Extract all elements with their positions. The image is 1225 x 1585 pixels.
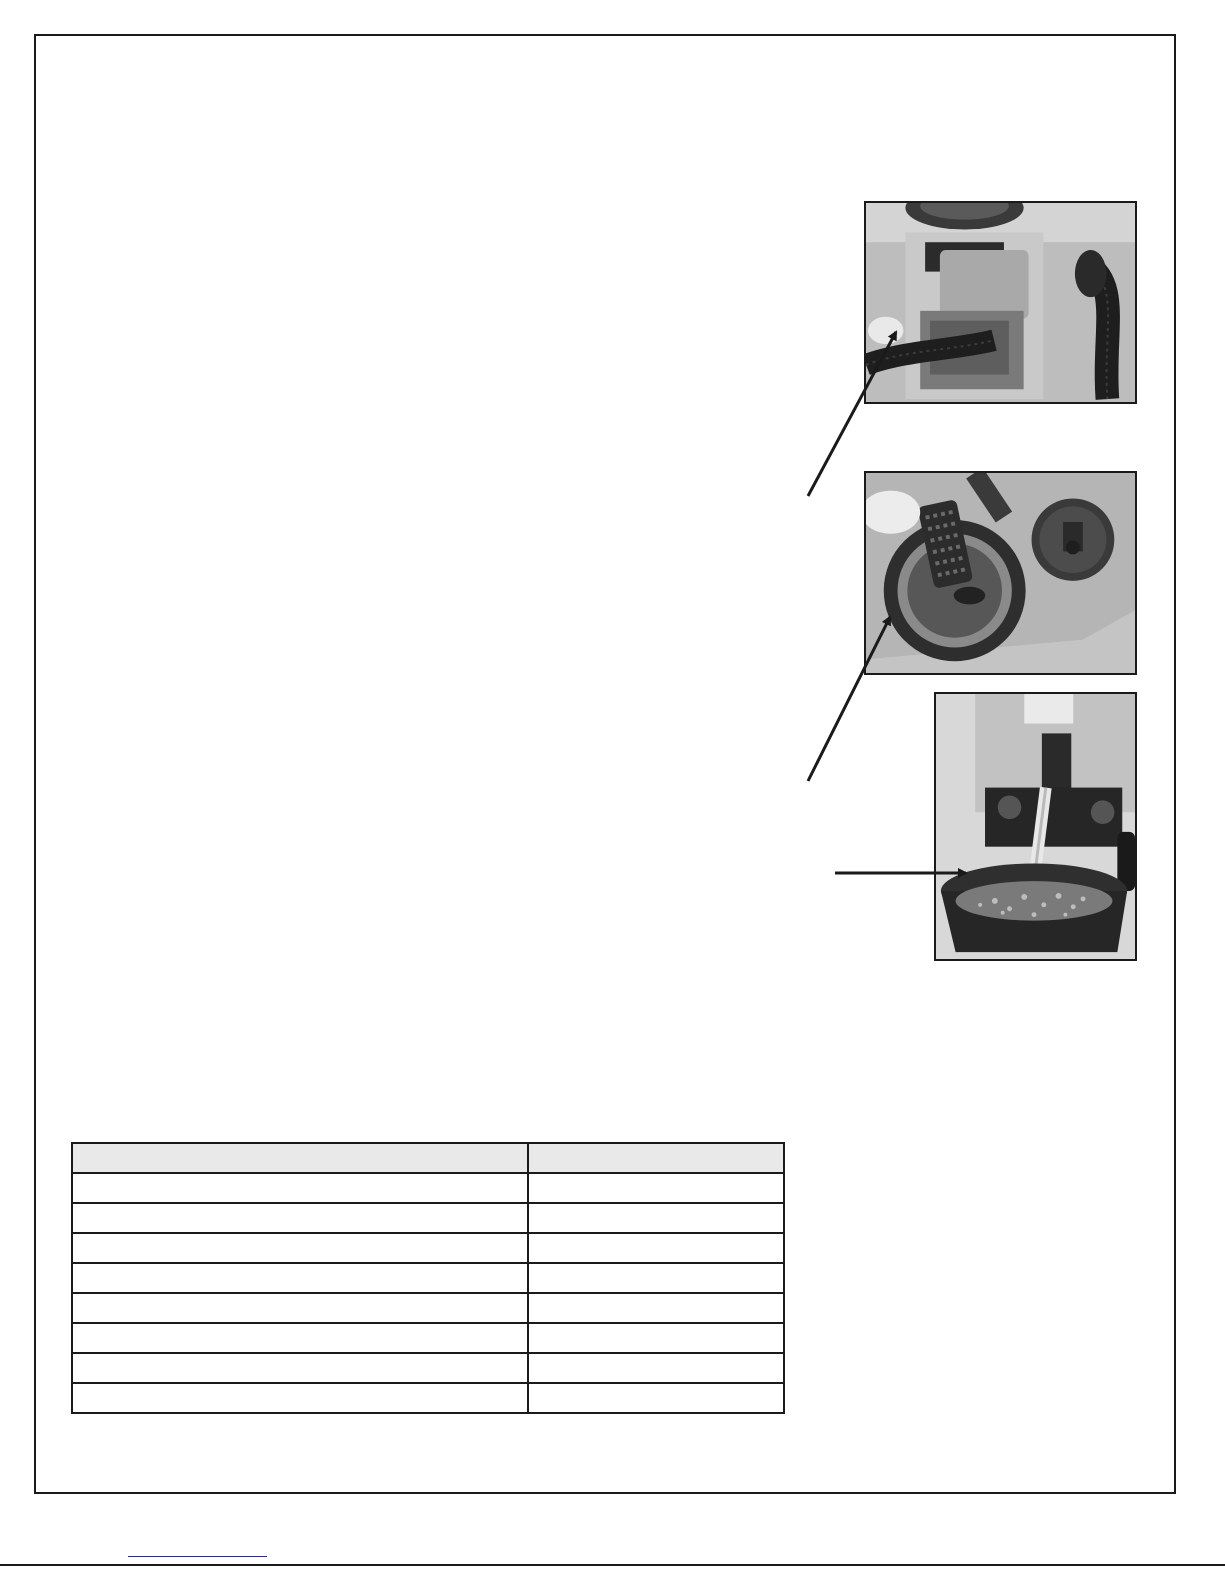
table-header-row (72, 1143, 784, 1173)
table-cell (72, 1203, 528, 1233)
table-row (72, 1203, 784, 1233)
spec-table (71, 1142, 785, 1414)
table-cell (528, 1383, 784, 1413)
table-cell (528, 1263, 784, 1293)
table-row (72, 1293, 784, 1323)
table-cell (72, 1233, 528, 1263)
drain-bucket-photo (934, 692, 1137, 961)
table-row (72, 1173, 784, 1203)
table-cell (528, 1293, 784, 1323)
table-cell (528, 1353, 784, 1383)
table-cell (72, 1173, 528, 1203)
footer-rule (0, 1564, 1225, 1566)
footer-link-underline[interactable] (128, 1556, 267, 1557)
table-header-cell (528, 1143, 784, 1173)
table-cell (72, 1353, 528, 1383)
table-row (72, 1263, 784, 1293)
table-cell (528, 1203, 784, 1233)
table-row (72, 1323, 784, 1353)
recovery-hose-photo (864, 201, 1137, 404)
table-header-cell (72, 1143, 528, 1173)
table-cell (528, 1173, 784, 1203)
table-cell (72, 1263, 528, 1293)
table-cell (528, 1323, 784, 1353)
table-cell (72, 1383, 528, 1413)
table-cell (72, 1293, 528, 1323)
table-row (72, 1353, 784, 1383)
table-row (72, 1383, 784, 1413)
filter-screen-photo (864, 471, 1137, 675)
table-cell (528, 1233, 784, 1263)
table-row (72, 1233, 784, 1263)
table-cell (72, 1323, 528, 1353)
